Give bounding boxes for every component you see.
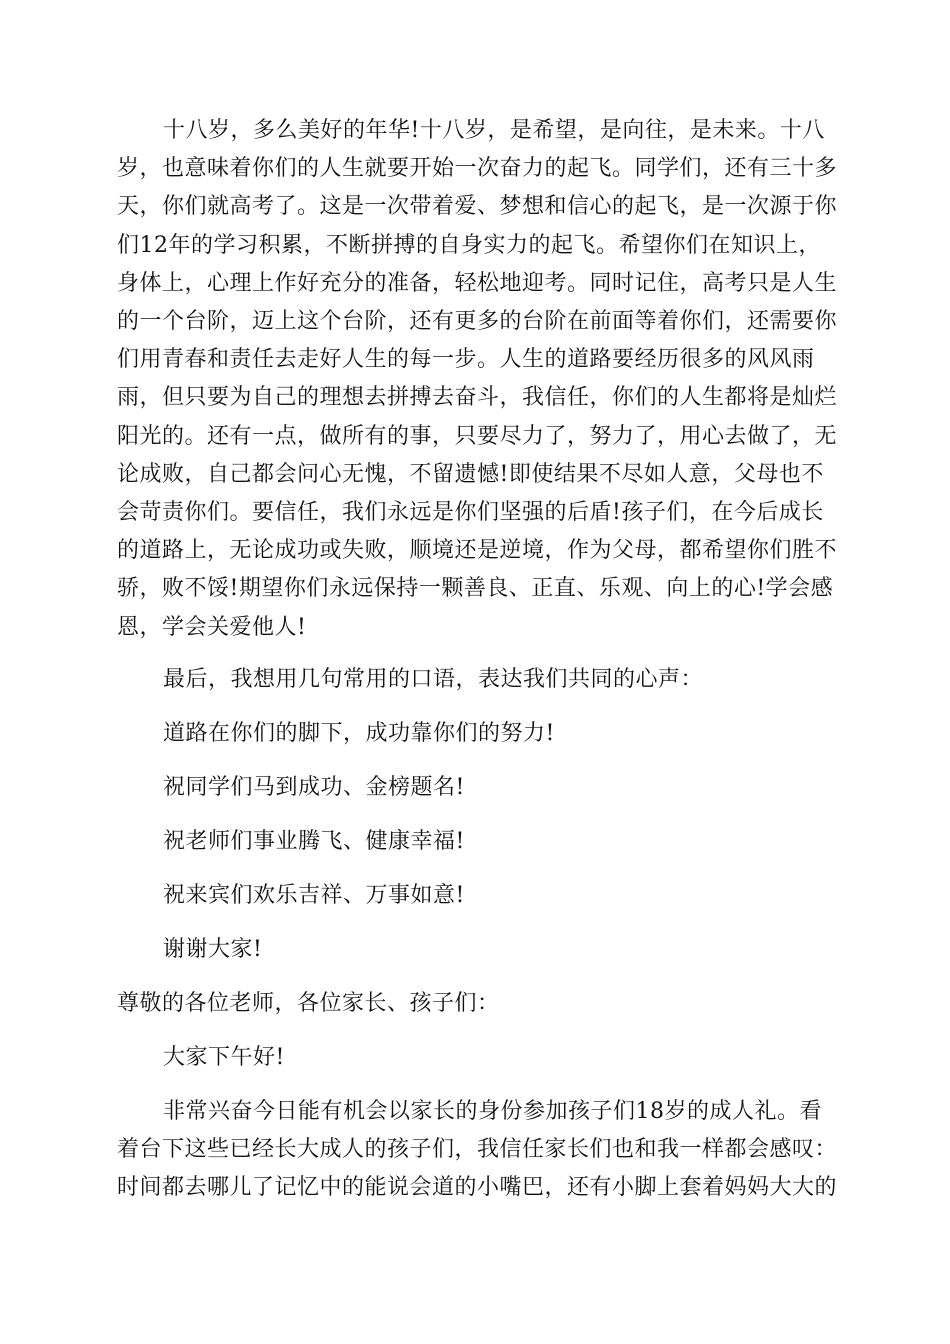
text-line: 着台下这些已经长大成人的孩子们，我信任家长们也和我一样都会感叹： xyxy=(117,1137,838,1163)
text-line: 岁，也意味着你们的人生就要开始一次奋力的起飞。同学们，还有三十多 xyxy=(117,156,838,182)
paragraph-thanks: 谢谢大家! xyxy=(163,937,263,962)
text-line: 们用青春和责任去走好人生的每一步。人生的道路要经历很多的风风雨 xyxy=(117,347,815,373)
text-line: 天，你们就高考了。这是一次带着爱、梦想和信心的起飞，是一次源于你 xyxy=(117,194,838,220)
paragraph-ceremony-opening xyxy=(117,1093,837,1208)
paragraph-wish-road: 道路在你们的脚下，成功靠你们的努力! xyxy=(163,721,555,746)
paragraph-wish-students: 祝同学们马到成功、金榜题名! xyxy=(163,775,465,800)
text-line: 雨，但只要为自己的理想去拼搏去奋斗，我信任，你们的人生都将是灿烂 xyxy=(117,385,838,411)
text-line: 会苛责你们。要信任，我们永远是你们坚强的后盾!孩子们，在今后成长 xyxy=(117,500,824,526)
text-line: 十八岁，多么美好的年华!十八岁，是希望，是向往，是未来。十八 xyxy=(163,118,825,143)
text-line: 论成败，自己都会问心无愧，不留遗憾!即使结果不尽如人意，父母也不 xyxy=(117,461,824,487)
text-line: 恩，学会关爱他人! xyxy=(117,614,307,640)
paragraph-coming-of-age xyxy=(117,112,837,647)
paragraph-closing-intro: 最后，我想用几句常用的口语，表达我们共同的心声： xyxy=(163,667,704,692)
salutation: 尊敬的各位老师，各位家长、孩子们： xyxy=(117,991,500,1016)
text-line: 骄，败不馁!期望你们永远保持一颗善良、正直、乐观、向上的心!学会感 xyxy=(117,576,834,602)
text-line: 非常兴奋今日能有机会以家长的身份参加孩子们18岁的成人礼。看 xyxy=(163,1099,822,1124)
text-line: 阳光的。还有一点，做所有的事，只要尽力了，努力了，用心去做了，无 xyxy=(117,423,838,449)
text-line: 的一个台阶，迈上这个台阶，还有更多的台阶在前面等着你们，还需要你 xyxy=(117,309,838,335)
greeting: 大家下午好! xyxy=(163,1045,285,1070)
paragraph-wish-guests: 祝来宾们欢乐吉祥、万事如意! xyxy=(163,883,465,908)
text-line: 身体上，心理上作好充分的准备，轻松地迎考。同时记住，高考只是人生 xyxy=(117,270,838,296)
text-line: 们12年的学习积累，不断拼搏的自身实力的起飞。希望你们在知识上， xyxy=(117,232,821,258)
text-line: 时间都去哪儿了记忆中的能说会道的小嘴巴，还有小脚上套着妈妈大大的 xyxy=(117,1175,838,1201)
text-line: 的道路上，无论成功或失败，顺境还是逆境，作为父母，都希望你们胜不 xyxy=(117,538,838,564)
paragraph-wish-teachers: 祝老师们事业腾飞、健康幸福! xyxy=(163,829,465,854)
